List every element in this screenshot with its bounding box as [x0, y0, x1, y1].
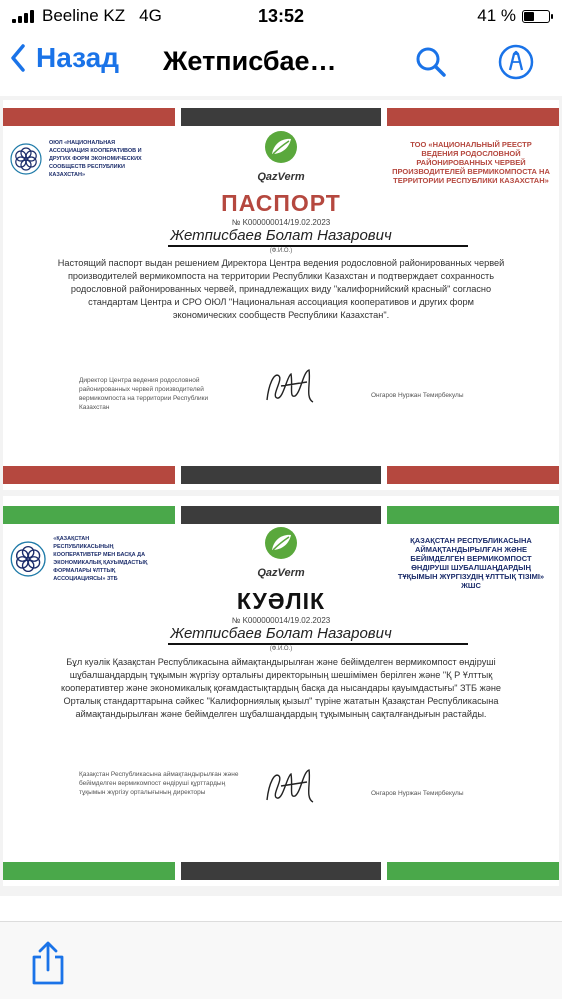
carrier-name: Beeline KZ — [42, 6, 126, 25]
bottom-stripe-red — [3, 466, 175, 484]
holder-name: Жетписбаев Болат Назарович — [170, 625, 392, 642]
signature-icon — [261, 362, 321, 410]
battery-percent: 41 % — [477, 6, 516, 25]
search-icon — [413, 44, 449, 80]
signature-icon — [261, 762, 321, 810]
fio-caption: (Ф.И.О.) — [269, 646, 293, 652]
fio-caption: (Ф.И.О.) — [269, 248, 293, 254]
brand-name: QazVerm — [257, 171, 305, 183]
network-type: 4G — [139, 6, 162, 25]
bottom-stripe-dark — [181, 466, 381, 484]
flower-emblem-icon — [9, 539, 47, 579]
left-org-name: ОЮЛ «НАЦИОНАЛЬНАЯ АССОЦИАЦИЯ КООПЕРАТИВОВ И ДРУГИХ ФОРМ ЭКОНОМИЧЕСКИХ СООБЩЕСТВ РЕСПУБЛИКИ КАЗАХСТАН» — [49, 140, 142, 178]
battery-icon — [522, 10, 550, 23]
document-viewer[interactable] — [0, 96, 562, 896]
right-org-name: ТОО «НАЦИОНАЛЬНЫЙ РЕЕСТР ВЕДЕНИЯ РОДОСЛОВНОЙ РАЙОНИРОВАННЫХ ЧЕРВЕЙ ПРОИЗВОДИТЕЛЕЙ ВЕРМИКОМПОСТА НА ТЕРРИТОРИИ РЕСПУБЛИКИ КАЗАХСТАН» — [392, 140, 550, 185]
leaf-logo-icon — [264, 130, 298, 164]
signer-name: Онгаров Нуржан Темирбекулы — [371, 790, 464, 797]
qazverm-logo — [241, 130, 321, 183]
signer-title: Қазақстан Республикасына аймақтандырылған және бейімделген вермикомпост өндіруші құрттардың тұқымын жүргізу орталығының директоры — [79, 771, 239, 796]
markup-pen-icon — [497, 43, 535, 81]
status-bar — [0, 0, 562, 34]
document-body: Настоящий паспорт выдан решением Директора Центра ведения родословной районированных червей производителей вермикомпоста на территории Республики Казахстан и подтверждает сохранность родословной районированных червей, принадлежащих виду "калифорнийский красный" согласно стандартам Центра и СРО ОЮЛ "Национальная ассоциация кооперативов и других форм экономических сообществ Республики Казахстан". — [57, 258, 505, 320]
flower-emblem-icon — [9, 142, 43, 176]
top-stripe-dark — [181, 506, 381, 524]
markup-button[interactable] — [497, 43, 535, 86]
left-org-name: «ҚАЗАҚСТАН РЕСПУБЛИКАСЫНЫҢ КООПЕРАТИВТЕР МЕН БАСҚА ДА ЭКОНОМИКАЛЫҚ ҚАУЫМДАСТЫҚ ФОРМАЛАРЫ ҰЛТТЫҚ АССОЦИАЦИЯСЫ» ЗТБ — [53, 536, 148, 582]
passport-document — [3, 100, 559, 490]
top-stripe-red — [387, 108, 559, 126]
status-right — [477, 6, 550, 26]
signer-name: Онгаров Нуржан Темирбекулы — [371, 392, 464, 399]
clock: 13:52 — [257, 6, 305, 26]
leaf-logo-icon — [264, 526, 298, 560]
navigation-bar — [0, 34, 562, 92]
back-label: Назад — [36, 42, 120, 73]
brand-name: QazVerm — [257, 567, 305, 579]
bottom-stripe-green — [387, 862, 559, 880]
top-stripe-green — [3, 506, 175, 524]
document-title: КУӘЛІК — [236, 588, 326, 614]
document-number: № K000000014/19.02.2023 — [231, 616, 331, 625]
name-underline — [168, 643, 468, 645]
holder-name: Жетписбаев Болат Назарович — [170, 227, 392, 244]
bottom-toolbar — [0, 921, 562, 999]
document-number: № K000000014/19.02.2023 — [231, 218, 331, 227]
top-stripe-green — [387, 506, 559, 524]
share-button[interactable] — [29, 940, 67, 991]
bottom-stripe-red — [387, 466, 559, 484]
left-org-logo — [9, 536, 149, 582]
qazverm-logo — [241, 526, 321, 579]
left-org-logo — [9, 136, 149, 182]
document-body: Бұл куәлік Қазақстан Республикасына аймақтандырылған және бейімделген вермикомпост өндіруші шұбалшаңдардың тұқымын жүргізу орталығы директорының шешімімен берілген және "Қ Р Ұлттық кооперативтер және экономикалық қоғамдастықтардың басқа да нысандары қауымдастығы" ЗТБ және Орталық стандарттарына сәйкес "Калифорниялық қызыл" түріне жататын Қазақстан Республикасына аймақтандырылған және бейімделген шұбалшаңдардың тұқымының сақталғандығын растайды. — [60, 657, 502, 719]
back-button[interactable] — [10, 42, 119, 74]
share-icon — [29, 940, 67, 986]
top-stripe-red — [3, 108, 175, 126]
document-title: ПАСПОРТ — [221, 190, 341, 216]
chevron-left-icon — [10, 44, 26, 72]
right-org-name: ҚАЗАҚСТАН РЕСПУБЛИКАСЫНА АЙМАҚТАНДЫРЫЛҒАН ЖӘНЕ БЕЙІМДЕЛГЕН ВЕРМИКОМПОСТ ӨНДІРУШІ ШУБАЛШАҢДАРДЫҢ ТҰҚЫМЫН ЖҮРГІЗУДІҢ ҰЛТТЫҚ ТІЗІМІ» ЖШС — [397, 536, 545, 590]
search-button[interactable] — [413, 44, 449, 85]
top-stripe-dark — [181, 108, 381, 126]
name-underline — [168, 245, 468, 247]
bottom-stripe-green — [3, 862, 175, 880]
signer-title: Директор Центра ведения родословной районированных червей производителей вермикомпоста на территории Республики Казахстан — [79, 377, 209, 411]
bottom-stripe-dark — [181, 862, 381, 880]
certificate-document — [3, 496, 559, 886]
page-title: Жетписбае… — [163, 46, 337, 76]
